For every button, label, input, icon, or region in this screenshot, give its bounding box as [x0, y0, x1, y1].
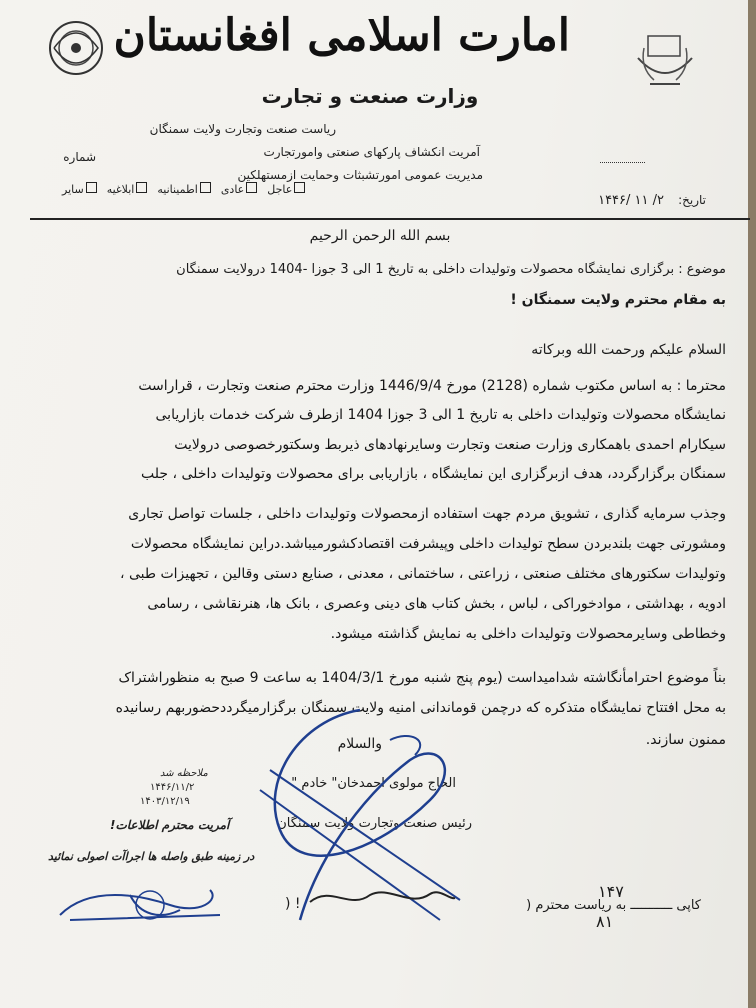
left-emblem-icon — [40, 18, 112, 78]
urgency-option: عاجل — [267, 182, 305, 196]
ministry-name: وزارت صنعت و تجارت — [261, 84, 479, 108]
urgency-options — [62, 182, 305, 196]
letterhead-title: امارت اسلامی افغانستان — [113, 10, 570, 61]
request-line: به محل افتتاح نمایشگاه متذکره که درچمن قوماندانی امنیه ولایت سمنگان برگزارمیگرددحضوربهم رسانیده — [115, 700, 726, 716]
urgency-option: ابلاغیه — [107, 182, 148, 196]
body-line: وجذب سرمایه گذاری ، تشویق مردم جهت استفاده ازمحصولات وتولیدات داخلی ، جلسات تواصل تجاری — [128, 506, 726, 522]
handwritten-note: آمریت محترم اطلاعات! — [110, 818, 230, 832]
signatory-title: رئیس صنعت وتجارت ولایت سمنگان — [277, 816, 472, 831]
basmala: بسم الله الرحمن الرحیم — [309, 228, 451, 244]
body-line: وخطاطی وسایرمحصولات وتولیدات داخلی به نمایش گذاشته میشود. — [330, 626, 726, 642]
handwritten-note: در زمینه طبق واصله ها اجراآت اصولی نمائید — [48, 850, 255, 863]
body-line: ومشورتی جهت بلندبردن سطح تولیدات داخلی وپیشرفت اقتصادکشورمیباشد.دراین نمایشگاه محصولات — [130, 536, 726, 552]
copy-line: کاپی ـــــــــــ به ریاست محترم ( — [526, 898, 701, 913]
request-line: بناً موضوع احترامأنگاشته شدامیداست (یوم پنج شنبه مورخ 1404/3/1 به ساعت 9 صبح به منظوراشتراک — [118, 670, 726, 686]
date-label: تاریخ: — [678, 193, 706, 207]
body-line: محترما : به اساس مکتوب شماره (2128) مورخ 1446/9/4 وزارت محترم صنعت وتجارت ، قراراست — [138, 378, 726, 394]
copy-number-2: ۸۱ — [596, 912, 614, 931]
page-edge — [748, 0, 756, 1008]
stamp-note: ملاحظه شد — [160, 768, 208, 779]
urgency-option: عادی — [221, 182, 257, 196]
closing: والسلام — [337, 736, 382, 752]
urgency-option: سایر — [62, 182, 97, 196]
addressee: به مقام محترم ولایت سمنگان ! — [510, 292, 726, 308]
initials-signature-icon — [50, 875, 230, 935]
letterhead-sub-3: مدیریت عمومی امورتشبثات وحمایت ازمستهلکین — [237, 168, 483, 182]
handwritten-recipient-icon — [300, 880, 460, 916]
urgency-option: اطمینانیه — [157, 182, 210, 196]
signatory-name: الحاج مولوی احمدخان" خادم " — [291, 776, 456, 791]
copy-number: ۱۴۷ — [598, 882, 624, 901]
greeting: السلام علیکم ورحمت الله وبرکاته — [531, 342, 726, 358]
body-line: وتولیدات سکتورهای مختلف صنعتی ، زراعتی ، ساختمانی ، معدنی ، صنایع دستی وقالین ، تجهیزات طبی ، — [119, 566, 726, 582]
date-value: ۱۴۴۶/ ۱۱ /۲ — [598, 193, 664, 208]
copy-close-paren: ) ! — [285, 896, 301, 912]
subject-line: موضوع : برگزاری نمایشگاه محصولات وتولیدات داخلی به تاریخ 1 الی 3 جوزا -1404 درولایت سمنگان — [176, 262, 726, 277]
body-line: ادویه ، بهداشتی ، موادخوراکی ، لباس ، بخش کتاب های دینی وعصری ، بانک ها، هنرنقاشی ، رسامی — [147, 596, 726, 612]
right-emblem-icon — [630, 28, 700, 92]
letterhead-sub-2: آمریت انکشاف پارکهای صنعتی وامورتجارت — [263, 145, 480, 159]
letterhead-sub-1: ریاست صنعت وتجارت ولایت سمنگان — [149, 122, 336, 136]
number-label: شماره — [63, 150, 96, 164]
header-divider — [30, 218, 750, 220]
stamp-note: ۱۴۰۳/۱۲/۱۹ — [140, 796, 190, 807]
number-line — [600, 162, 645, 163]
body-line: سمنگان برگزارگردد، هدف ازبرگزاری این نمایشگاه ، بازاریابی برای محصولات وتولیدات داخلی ، جلب — [141, 466, 726, 482]
body-line: نمایشگاه محصولات وتولیدات داخلی به تاریخ 1 الی 3 جوزا 1404 ازطرف شرکت خدمات بازاریابی — [155, 407, 726, 423]
body-line: سیکارام احمدی باهمکاری وزارت صنعت وتجارت وسایرنهادهای ذیربط وسکتورخصوصی درولایت — [174, 437, 726, 453]
stamp-note: ۱۴۴۶/۱۱/۲ — [150, 782, 195, 793]
request-line: ممنون سازند. — [645, 732, 726, 748]
